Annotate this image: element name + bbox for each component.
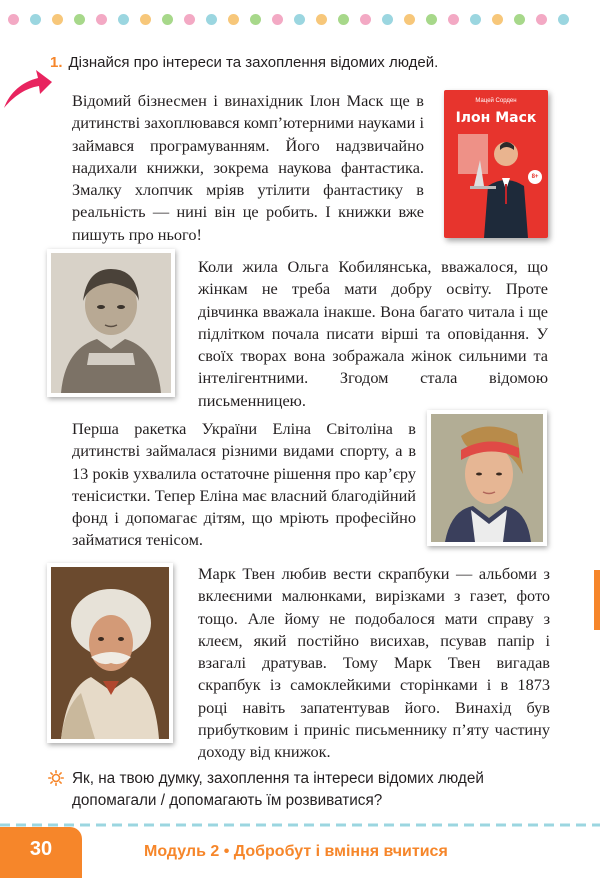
sun-icon <box>48 770 64 786</box>
decorative-dot <box>52 14 63 25</box>
book-age-badge: 8+ <box>528 170 542 184</box>
page-number: 30 <box>29 838 53 860</box>
task-text: Дізнайся про інтереси та захоплення відомих людей. <box>68 54 439 71</box>
decorative-dot <box>8 14 19 25</box>
book-illustration <box>444 90 548 238</box>
decorative-dot <box>382 14 393 25</box>
decorative-dot <box>470 14 481 25</box>
decorative-dot <box>228 14 239 25</box>
decorative-dot <box>184 14 195 25</box>
paragraph-musk: Відомий бізнесмен і винахідник Ілон Маск ще в дитинстві захоплювався комп’ютерними науками і займався програмуванням. Його надзвичайно надихали книжки, зокрема наукова фантастика. Змалку хлопчик мріяв утілити фантастику в реальність — нині він це робить. І книжки вже пишуть про нього! <box>72 91 424 244</box>
decorative-dot <box>360 14 371 25</box>
decorative-dot <box>294 14 305 25</box>
reflection-question: Як, на твою думку, захоплення та інтереси відомих людей допомагали / допомагають їм розвиватися? <box>72 770 484 809</box>
task-number: 1. <box>50 54 63 71</box>
decorative-dot <box>426 14 437 25</box>
decorative-dot <box>338 14 349 25</box>
paragraph-kobylianska: Коли жила Ольга Кобилянська, вважалося, що жінкам не треба мати добру освіту. Проте дівчинка вважала інакше. Вона багато читала і ще підлітком почала писати вірші та оповідання. У своїх творах вона зображала жінок сильними та інтелігентними. Згодом стала відомою письменницею. <box>198 257 548 410</box>
photo-twain <box>47 563 173 743</box>
decorative-dots-row <box>8 14 600 28</box>
decorative-dot <box>448 14 459 25</box>
module-title: Модуль 2 • Добробут і вміння вчитися <box>144 843 448 860</box>
decorative-dot <box>30 14 41 25</box>
decorative-dot <box>558 14 569 25</box>
paragraph-twain: Марк Твен любив вести скрапбуки — альбоми з вклеєними малюнками, вирізками з газет, фото тощо. Але йому не подобалося мати справу з клеєм, який постійно висихав, псував папір і взагалі дратував. Тому Марк Твен вигадав скрапбук із самоклейкими сторінками і в 1873 році навіть запатентував його. Винахід був прибутковим і приніс письменнику п’яту частину доходу від книжок. <box>198 564 550 762</box>
book-author: Мацей Сорден <box>475 98 517 104</box>
decorative-dot <box>162 14 173 25</box>
task-heading <box>50 54 570 71</box>
decorative-dot <box>140 14 151 25</box>
decorative-dot <box>272 14 283 25</box>
decorative-dot <box>250 14 261 25</box>
decorative-dot <box>492 14 503 25</box>
photo-kobylianska <box>47 249 175 397</box>
decorative-dot <box>536 14 547 25</box>
book-cover-image <box>444 90 548 238</box>
decorative-dot <box>74 14 85 25</box>
footer-dashed-line <box>0 823 600 827</box>
decorative-dot <box>316 14 327 25</box>
photo-svitolina <box>427 410 547 546</box>
book-title: Ілон Маск <box>455 110 537 126</box>
decorative-dot <box>206 14 217 25</box>
decorative-dot <box>96 14 107 25</box>
page-edge-tab <box>594 570 600 630</box>
curved-arrow-icon <box>0 62 56 114</box>
decorative-dot <box>118 14 129 25</box>
decorative-dot <box>514 14 525 25</box>
paragraph-svitolina: Перша ракетка України Еліна Світоліна в дитинстві займалася різними видами спорту, а в 13 років ухвалила остаточне рішення про кар’єру тенісистки. Тепер Еліна має власний благодійний фонд і допомагає дітям, що мріють професійно займатися тенісом. <box>72 419 416 550</box>
decorative-dot <box>404 14 415 25</box>
